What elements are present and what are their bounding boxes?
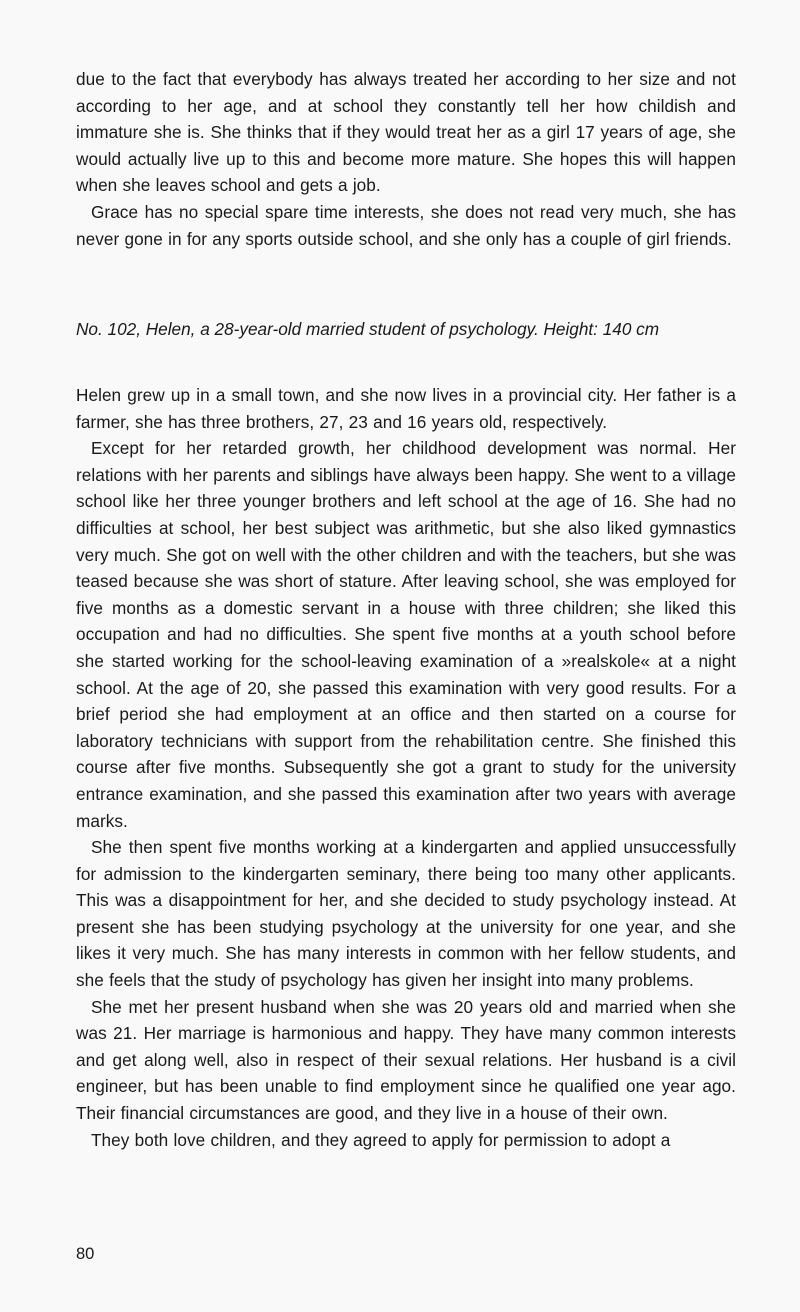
paragraph-childhood-education: Except for her retarded growth, her childhood development was normal. Her relations with her parents and siblings have always been happy. She went to a village school like her three younger brothers and left school at the age of 16. She had no difficulties at school, her best subject was arithmetic, but she also liked gymnastics very much. She got on well with the other children and with the teachers, but she was teased because she was short of stature. After leaving school, she was employed for five months as a domestic servant in a house with three children; she liked this occupation and had no difficulties. She spent five months at a youth school before she started working for the school-leaving examination of a »realskole« at a night school. At the age of 20, she passed this examination with very good results. For a brief period she had employment at an office and then started on a course for laboratory technicians with support from the rehabilitation centre. She finished this course after five months. Subsequently she got a grant to study for the university entrance examination, and she passed this examination after two years with average marks. — [76, 438, 736, 831]
case-heading: No. 102, Helen, a 28-year-old married student of psychology. Height: 140 cm — [76, 319, 660, 339]
interests-paragraph: Grace has no special spare time interests, she does not read very much, she has never gone in for any sports outside school, and she only has a couple of girl friends. — [76, 201, 736, 249]
paragraph-adoption: They both love children, and they agreed to apply for permission to adopt a — [91, 1129, 671, 1150]
paragraph-background: Helen grew up in a small town, and she now lives in a provincial city. Her father is a farmer, she has three brothers, 27, 23 and 16 years old, respectively. — [76, 385, 736, 432]
continued-paragraph: due to the fact that everybody has always treated her according to her size and not according to her age, and at school they constantly tell her how childish and immature she is. She thinks that if they would treat her as a girl 17 years of age, she would actually live up to this and become more mature. She hopes this will happen when she leaves school and gets a job. — [76, 69, 736, 196]
paragraph-marriage: She met her present husband when she was 20 years old and married when she was 21. Her marriage is harmonious and happy. They have many common interests and get along well, also in respect of their sexual relations. Her husband is a civil engineer, but has been unable to find employment since he qualified one year ago. Their financial circumstances are good, and they live in a house of their own. — [76, 996, 736, 1124]
paragraph-kindergarten-psychology: She then spent five months working at a kindergarten and applied unsuccessfully for admission to the kindergarten seminary, there being too many other applicants. This was a disappointment for her, and she decided to study psychology instead. At present she has been studying psychology at the university for one year, and she likes it very much. She has many interests in common with her fellow students, and she feels that the study of psychology has given her insight into many problems. — [76, 837, 736, 991]
text-block-main — [76, 382, 736, 1153]
text-block-top — [76, 66, 736, 252]
page-number: 80 — [76, 1245, 95, 1263]
